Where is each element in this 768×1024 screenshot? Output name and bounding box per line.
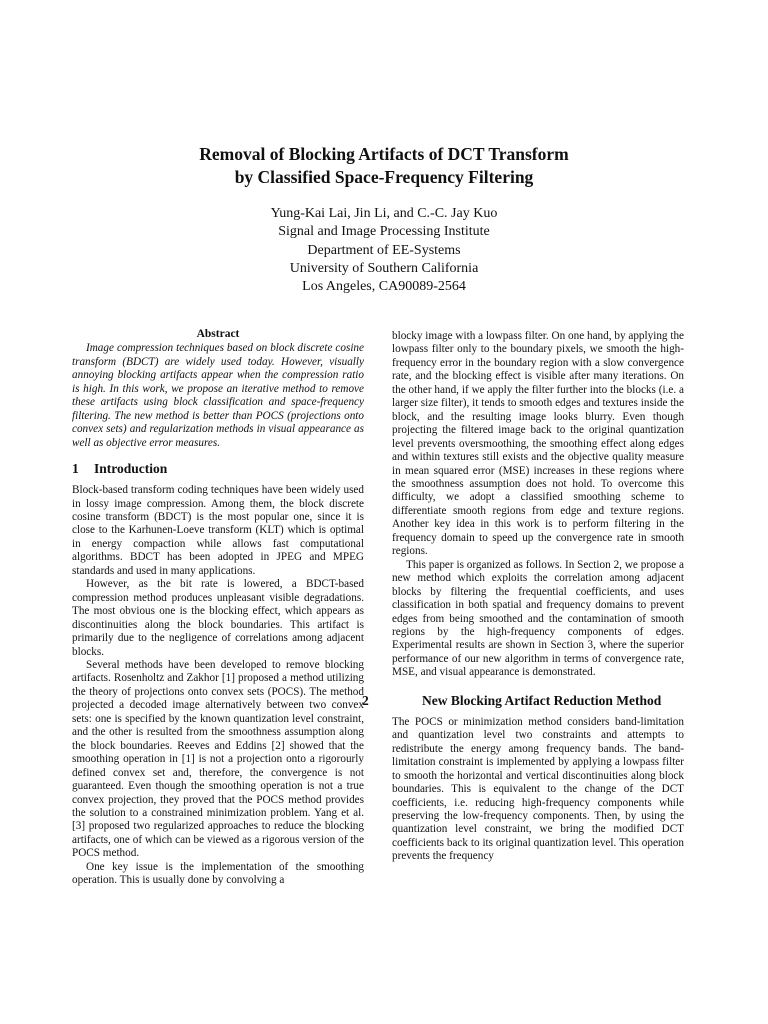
- intro-paragraph-2: However, as the bit rate is lowered, a BDCT-based compression method produces unpleasant visible degradations. The most obvious one is the blocking effect, which appears as discontinuities along the block boundaries. This artifact is primarily due to the negligence of correlations among adjacent blocks.: [72, 578, 364, 658]
- affiliation-address: Los Angeles, CA90089-2564: [302, 279, 466, 295]
- abstract-text: Image compression techniques based on block discrete cosine transform (BDCT) are widely used today. However, visually annoying blocking artifacts appear when the compression ratio is high. In this work, we propose an iterative method to remove these artifacts using block classification and space-frequency filtering. The new method is better than POCS (projections onto convex sets) and regularization methods in visual appearance as well as objective error measures.: [72, 342, 364, 449]
- section-2-heading: [362, 692, 684, 709]
- section-1-number: 1: [72, 461, 79, 477]
- left-column: [72, 328, 364, 888]
- section-1-heading: [72, 460, 364, 477]
- section-2-title: New Blocking Artifact Reduction Method: [422, 692, 662, 708]
- intro-paragraph-3: Several methods have been developed to remove blocking artifacts. Rosenholtz and Zakhor [1] proposed a method utilizing the theory of projections onto convex sets (POCS). The method projected a decoded image alternatively between two convex sets: one is specified by the known quantization level constraint, and the other is resulted from the smoothness assumption along the block boundaries. Reeves and Eddins [2] showed that the smoothing operation in [1] is not a projection onto a rigorourly defined convex set and, therefore, the convergence is not guaranteed. Even though the smoothing operation is not a true convex projection, they proved that the POCS method provides the solution to a constrained minimization problem. Yang et al. [3] proposed two regularized approaches to reduce the blocking artifacts, one of which can be viewed as a rigorous version of the POCS method.: [72, 658, 364, 860]
- affiliation-institute: Signal and Image Processing Institute: [278, 224, 490, 240]
- abstract-heading: Abstract: [196, 328, 240, 340]
- intro-paragraph-1: Block-based transform coding techniques have been widely used in lossy image compression. Among them, the block discrete cosine transform (BDCT) is the most popular one, since it is close to the Karhunen-Loeve transform (KLT) which is optimal in energy compaction while allows fast computational algorithms. BDCT has been adopted in JPEG and MPEG standards and used in many applications.: [72, 484, 364, 577]
- author-block: [0, 205, 768, 296]
- intro-paragraph-4-continued: blocky image with a lowpass filter. On one hand, by applying the lowpass filter only to the boundary pixels, we smooth the high-frequency error in the boundary region with a slow convergence rate, and the blocking effect is visible after many iterations. On the other hand, if we apply the filter further into the blocks (i.e. a larger size filter), it tends to smooth edges and textures inside the block, and the resulting image looks blurry. Even though projecting the filtered image back to the original quantization level prevents oversmoothing, the smoothing effect along edges and within textures still exists and the objective quality measure in mean squared error (MSE) increases in these regions where the smoothness assumption does not hold. To overcome this difficulty, we adopt a classified smoothing scheme to differentiate smooth regions from edge and texture regions. Another key idea in this work is to perform filtering in the frequency domain to speed up the convergence rate in smooth regions.: [392, 330, 684, 558]
- section-2-paragraph-1: The POCS or minimization method considers band-limitation and quantization level two constraints and attempts to redistribute the energy among frequency bands. The band-limitation constraint is implemented by applying a lowpass filter to smooth the horizontal and vertical discontinuities along block boundaries. This is equivalent to the change of the DCT coefficients, i.e. reducing high-frequency components while preserving the low-frequency components. Then, by using the quantization level constraint, we bring the modified DCT coefficients back to its original quantization level. This operation prevents the frequency: [392, 715, 684, 863]
- title-line-2: by Classified Space-Frequency Filtering: [234, 167, 534, 187]
- author-names: Yung-Kai Lai, Jin Li, and C.-C. Jay Kuo: [270, 206, 498, 221]
- right-column: [362, 330, 684, 864]
- title-line-1: Removal of Blocking Artifacts of DCT Transform: [199, 144, 569, 164]
- section-1-title: Introduction: [94, 461, 168, 477]
- intro-paragraph-4: One key issue is the implementation of the smoothing operation. This is usually done by convolving a: [72, 860, 364, 887]
- affiliation-university: University of Southern California: [289, 260, 479, 276]
- affiliation-department: Department of EE-Systems: [307, 242, 461, 258]
- intro-paragraph-5: This paper is organized as follows. In Section 2, we propose a new method which exploits the correlation among adjacent blocks by filtering the frequential coefficients, and uses classification in both spatial and frequency domains to prevent edges from being smoothed and the contamination of smooth regions by the high-frequency components of edges. Experimental results are shown in Section 3, where the superior performance of our new algorithm in terms of convergence rate, MSE, and visual appearance is demonstrated.: [392, 558, 684, 679]
- paper-title: [0, 143, 768, 189]
- section-2-number: 2: [362, 692, 369, 708]
